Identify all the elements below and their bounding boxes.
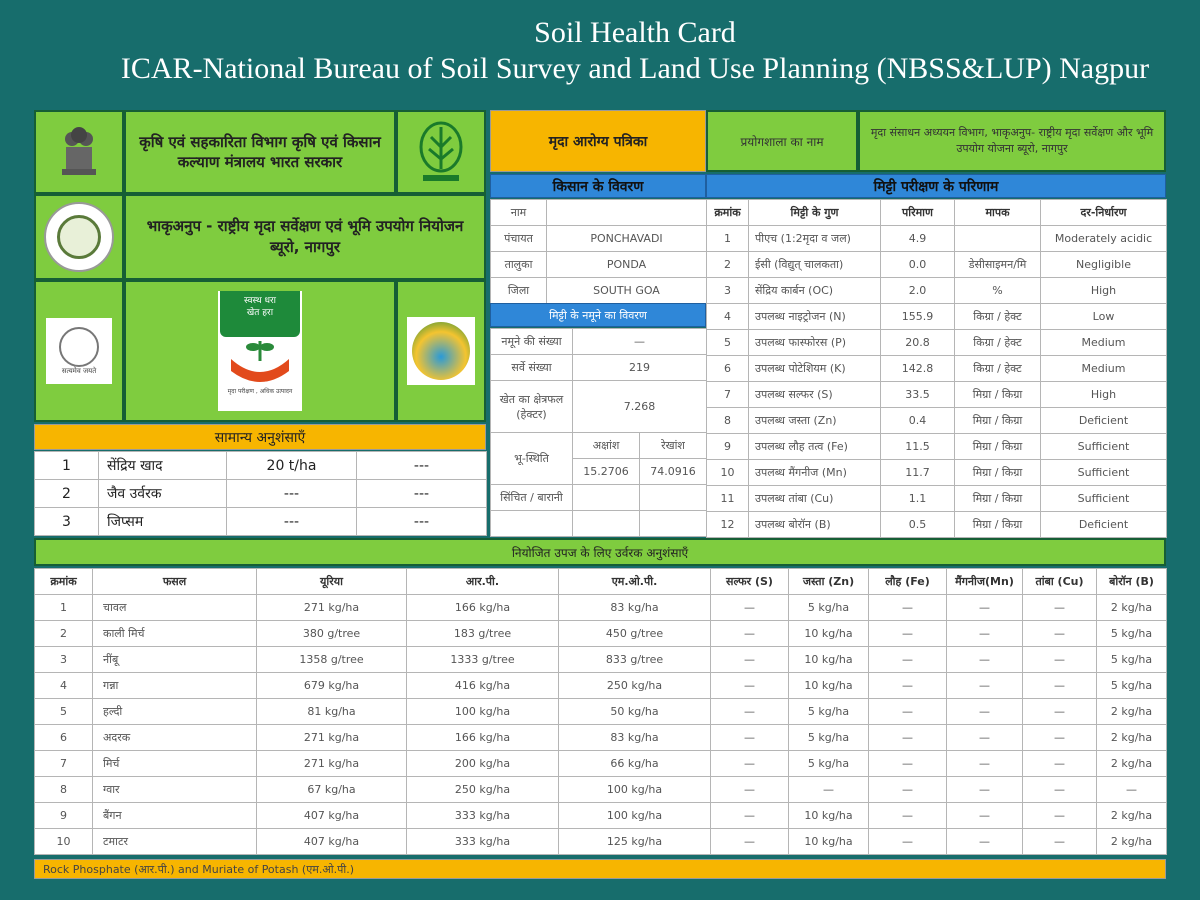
results-cell: सेंद्रिय कार्बन (OC) (749, 278, 881, 304)
results-cell: किग्रा / हेक्ट (955, 330, 1041, 356)
fert-cell: — (789, 777, 869, 803)
shc-logo-cell (124, 280, 396, 422)
fert-cell: 2 kg/ha (1097, 595, 1167, 621)
results-cell: मिग्रा / किग्रा (955, 408, 1041, 434)
results-cell: किग्रा / हेक्ट (955, 356, 1041, 382)
farmer-heading: किसान के विवरण (490, 174, 706, 198)
fert-cell: 50 kg/ha (559, 699, 711, 725)
general-no: 3 (35, 508, 99, 536)
fert-cell: 5 kg/ha (789, 751, 869, 777)
results-cell: 12 (707, 512, 749, 538)
lab-value-cell (858, 110, 1166, 172)
fert-cell: — (1023, 725, 1097, 751)
card-title-cell (490, 110, 706, 172)
general-name: जैव उर्वरक (99, 480, 227, 508)
fert-cell: 5 (35, 699, 93, 725)
lab-value: मृदा संसाधन अध्ययन विभाग, भाकृअनुप- राष्ट्रीय मृदा सर्वेक्षण और भूमि उपयोग योजना ब्यूरो, नागपुर (870, 126, 1154, 155)
farmer-row (491, 200, 707, 226)
results-row (707, 486, 1167, 512)
fert-cell: 9 (35, 803, 93, 829)
fert-cell: — (711, 595, 789, 621)
farmer-table (490, 199, 707, 304)
results-cell: Deficient (1041, 408, 1167, 434)
fert-cell: — (947, 829, 1023, 855)
gov-seal-icon (46, 318, 112, 384)
results-cell: डेसीसाइमन/मि (955, 252, 1041, 278)
lab-label: प्रयोगशाला का नाम (740, 134, 824, 149)
results-row (707, 278, 1167, 304)
results-cell: 0.5 (881, 512, 955, 538)
results-cell: Low (1041, 304, 1167, 330)
fert-cell: — (1023, 673, 1097, 699)
fert-cell: — (869, 595, 947, 621)
state-logo-cell (396, 280, 486, 422)
results-cell: उपलब्ध जस्ता (Zn) (749, 408, 881, 434)
state-logo-icon (407, 317, 475, 385)
fert-header: यूरिया (257, 569, 407, 595)
results-cell: उपलब्ध पोटेशियम (K) (749, 356, 881, 382)
fert-cell: 7 (35, 751, 93, 777)
results-header: परिमाण (881, 200, 955, 226)
fert-header: फसल (93, 569, 257, 595)
emblem-cell (34, 110, 124, 194)
fert-cell: 2 kg/ha (1097, 751, 1167, 777)
fert-cell: — (711, 647, 789, 673)
card-title: मृदा आरोग्य पत्रिका (548, 133, 648, 150)
results-cell: मिग्रा / किग्रा (955, 434, 1041, 460)
fert-cell: — (1023, 751, 1097, 777)
results-cell: 11.7 (881, 460, 955, 486)
fert-header: आर.पी. (407, 569, 559, 595)
fert-header: मैंगनीज(Mn) (947, 569, 1023, 595)
fert-cell: 2 kg/ha (1097, 829, 1167, 855)
results-cell: 11.5 (881, 434, 955, 460)
results-cell: High (1041, 278, 1167, 304)
results-header: मापक (955, 200, 1041, 226)
fert-cell: 679 kg/ha (257, 673, 407, 699)
fert-cell: 100 kg/ha (559, 803, 711, 829)
fert-cell: 10 kg/ha (789, 621, 869, 647)
results-row (707, 252, 1167, 278)
fert-cell: — (947, 595, 1023, 621)
farmer-value: SOUTH GOA (547, 278, 707, 304)
general-extra: --- (357, 508, 487, 536)
national-emblem-icon (54, 117, 104, 187)
results-cell: 10 (707, 460, 749, 486)
farmer-row (491, 278, 707, 304)
shc-logo-top: स्वस्थ धरा (244, 296, 276, 306)
results-cell: 6 (707, 356, 749, 382)
farmer-row (491, 252, 707, 278)
general-extra: --- (357, 480, 487, 508)
results-cell: Deficient (1041, 512, 1167, 538)
farmer-row (491, 226, 707, 252)
fert-cell: 1333 g/tree (407, 647, 559, 673)
fert-cell: 10 kg/ha (789, 673, 869, 699)
fert-cell: — (1023, 647, 1097, 673)
general-qty: 20 t/ha (227, 452, 357, 480)
fert-cell: टमाटर (93, 829, 257, 855)
results-cell: उपलब्ध फास्फोरस (P) (749, 330, 881, 356)
fert-cell: 100 kg/ha (407, 699, 559, 725)
fert-cell: 10 kg/ha (789, 829, 869, 855)
bureau-name: भाकृअनुप - राष्ट्रीय मृदा सर्वेक्षण एवं भूमि उपयोग नियोजन ब्यूरो, नागपुर (146, 217, 464, 256)
fert-cell: — (1023, 777, 1097, 803)
fert-cell: 1358 g/tree (257, 647, 407, 673)
results-cell: उपलब्ध लौह तत्व (Fe) (749, 434, 881, 460)
fert-cell: — (869, 621, 947, 647)
fert-cell: मिर्च (93, 751, 257, 777)
fert-cell: — (947, 647, 1023, 673)
results-header: मिट्टी के गुण (749, 200, 881, 226)
lat-label: अक्षांश (573, 433, 640, 459)
irrigation-label: सिंचित / बारानी (491, 485, 573, 511)
ministry-cell (124, 110, 396, 194)
results-cell: 4.9 (881, 226, 955, 252)
results-cell: उपलब्ध सल्फर (S) (749, 382, 881, 408)
ministry-name: कृषि एवं सहकारिता विभाग कृषि एवं किसान कल्याण मंत्रालय भारत सरकार (139, 133, 381, 171)
farmer-value: PONCHAVADI (547, 226, 707, 252)
fert-cell: 100 kg/ha (559, 777, 711, 803)
farmer-value: PONDA (547, 252, 707, 278)
bureau-cell (124, 194, 486, 280)
fert-cell: 5 kg/ha (1097, 673, 1167, 699)
lab-label-cell (706, 110, 858, 172)
lat-value: 15.2706 (573, 459, 640, 485)
fert-row (35, 699, 1167, 725)
fert-cell: — (869, 647, 947, 673)
results-cell: मिग्रा / किग्रा (955, 512, 1041, 538)
results-header: क्रमांक (707, 200, 749, 226)
fert-row (35, 621, 1167, 647)
fert-cell: — (869, 673, 947, 699)
fert-cell: 250 kg/ha (559, 673, 711, 699)
results-row (707, 460, 1167, 486)
sample-label: सर्वे संख्या (491, 355, 573, 381)
results-table (706, 199, 1167, 538)
results-cell (955, 226, 1041, 252)
results-cell: Negligible (1041, 252, 1167, 278)
fert-cell: — (711, 803, 789, 829)
fert-cell: — (869, 751, 947, 777)
general-row (35, 480, 487, 508)
general-heading: सामान्य अनुशंसाएँ (34, 424, 486, 450)
fert-cell: 183 g/tree (407, 621, 559, 647)
fert-cell: 833 g/tree (559, 647, 711, 673)
fert-table (34, 568, 1167, 855)
results-cell: 8 (707, 408, 749, 434)
fert-cell: — (869, 725, 947, 751)
results-cell: 1 (707, 226, 749, 252)
fert-cell: 5 kg/ha (1097, 647, 1167, 673)
fert-cell: — (947, 673, 1023, 699)
shc-logo-bottom: मृदा परीक्षण , अधिक उत्पादन (227, 388, 293, 395)
fert-cell: 125 kg/ha (559, 829, 711, 855)
geo-label: भू-स्थिति (491, 433, 573, 485)
results-row (707, 330, 1167, 356)
fert-header: क्रमांक (35, 569, 93, 595)
fert-cell: 83 kg/ha (559, 725, 711, 751)
results-cell: 7 (707, 382, 749, 408)
fert-cell: 6 (35, 725, 93, 751)
fert-cell: 67 kg/ha (257, 777, 407, 803)
fert-cell: — (1023, 595, 1097, 621)
fert-row (35, 595, 1167, 621)
fert-cell: 271 kg/ha (257, 595, 407, 621)
fert-cell: अदरक (93, 725, 257, 751)
sample-table (490, 328, 707, 537)
fert-cell: — (1023, 829, 1097, 855)
fert-header: जस्ता (Zn) (789, 569, 869, 595)
fert-cell: 5 kg/ha (1097, 621, 1167, 647)
fert-cell: 333 kg/ha (407, 803, 559, 829)
results-cell: 11 (707, 486, 749, 512)
farmer-label: जिला (491, 278, 547, 304)
results-row (707, 382, 1167, 408)
results-cell: Sufficient (1041, 460, 1167, 486)
fert-cell: 5 kg/ha (789, 699, 869, 725)
fert-cell: 166 kg/ha (407, 725, 559, 751)
fert-cell: — (947, 699, 1023, 725)
page-subtitle: ICAR-National Bureau of Soil Survey and Land Use Planning (NBSS&LUP) Nagpur (120, 52, 1150, 85)
fert-cell: — (711, 829, 789, 855)
fert-row (35, 725, 1167, 751)
fert-row (35, 829, 1167, 855)
fert-cell: — (947, 751, 1023, 777)
fert-cell: — (869, 829, 947, 855)
results-row (707, 304, 1167, 330)
fert-cell: — (869, 699, 947, 725)
results-cell: मिग्रा / किग्रा (955, 382, 1041, 408)
fert-cell: — (869, 777, 947, 803)
sample-label: नमूने की संख्या (491, 329, 573, 355)
general-extra: --- (357, 452, 487, 480)
results-cell: 2.0 (881, 278, 955, 304)
results-cell: % (955, 278, 1041, 304)
fert-header: सल्फर (S) (711, 569, 789, 595)
fert-cell: गन्ना (93, 673, 257, 699)
farmer-label: तालुका (491, 252, 547, 278)
fert-cell: 271 kg/ha (257, 725, 407, 751)
results-cell: Medium (1041, 356, 1167, 382)
fert-cell: ग्वार (93, 777, 257, 803)
sample-value: — (573, 329, 707, 355)
results-cell: मिग्रा / किग्रा (955, 460, 1041, 486)
results-cell: उपलब्ध मैंगनीज (Mn) (749, 460, 881, 486)
nbss-seal-icon (44, 202, 114, 272)
general-no: 1 (35, 452, 99, 480)
fert-cell: 10 kg/ha (789, 647, 869, 673)
general-qty: --- (227, 508, 357, 536)
results-cell: Sufficient (1041, 434, 1167, 460)
results-cell: मिग्रा / किग्रा (955, 486, 1041, 512)
results-row (707, 356, 1167, 382)
results-cell: 155.9 (881, 304, 955, 330)
general-qty: --- (227, 480, 357, 508)
fert-cell: — (869, 803, 947, 829)
fert-cell: 2 (35, 621, 93, 647)
results-cell: Medium (1041, 330, 1167, 356)
results-cell: 142.8 (881, 356, 955, 382)
general-name: जिप्सम (99, 508, 227, 536)
fert-cell: हल्दी (93, 699, 257, 725)
results-row (707, 434, 1167, 460)
results-cell: 2 (707, 252, 749, 278)
fert-cell: 416 kg/ha (407, 673, 559, 699)
fert-cell: 271 kg/ha (257, 751, 407, 777)
fert-header: लौह (Fe) (869, 569, 947, 595)
fert-cell: 2 kg/ha (1097, 803, 1167, 829)
fert-heading: नियोजित उपज के लिए उर्वरक अनुशंसाएँ (34, 538, 1166, 566)
results-cell: 3 (707, 278, 749, 304)
results-cell: Sufficient (1041, 486, 1167, 512)
results-heading: मिट्टी परीक्षण के परिणाम (706, 174, 1166, 198)
shc-logo-mid: खेत हरा (246, 308, 274, 318)
fert-cell: 407 kg/ha (257, 803, 407, 829)
fert-cell: — (947, 803, 1023, 829)
fert-header: तांबा (Cu) (1023, 569, 1097, 595)
sample-heading: मिट्टी के नमूने का विवरण (490, 303, 706, 327)
fert-cell: — (711, 699, 789, 725)
fert-cell: 250 kg/ha (407, 777, 559, 803)
hands-plant-icon (225, 337, 295, 387)
results-row (707, 408, 1167, 434)
gov-seal-cell (34, 280, 124, 422)
fert-cell: — (711, 777, 789, 803)
fert-cell: 2 kg/ha (1097, 699, 1167, 725)
fert-cell: नींबू (93, 647, 257, 673)
results-cell: 5 (707, 330, 749, 356)
gov-seal-label: सत्यमेव जयते (61, 366, 97, 375)
farmer-label: पंचायत (491, 226, 547, 252)
results-row (707, 512, 1167, 538)
fert-row (35, 803, 1167, 829)
fert-row (35, 647, 1167, 673)
fert-cell: काली मिर्च (93, 621, 257, 647)
general-table (34, 451, 487, 536)
results-cell: किग्रा / हेक्ट (955, 304, 1041, 330)
fert-cell: 5 kg/ha (789, 725, 869, 751)
fert-cell: चावल (93, 595, 257, 621)
fert-cell: — (1023, 803, 1097, 829)
fert-cell: 1 (35, 595, 93, 621)
fert-cell: 333 kg/ha (407, 829, 559, 855)
sample-label: खेत का क्षेत्रफल (हेक्टर) (491, 381, 573, 433)
farmer-value (547, 200, 707, 226)
fert-cell: 5 kg/ha (789, 595, 869, 621)
results-cell: Moderately acidic (1041, 226, 1167, 252)
lon-value: 74.0916 (640, 459, 707, 485)
fert-cell: — (711, 725, 789, 751)
fert-cell: — (711, 621, 789, 647)
fert-header: बोरॉन (B) (1097, 569, 1167, 595)
results-cell: High (1041, 382, 1167, 408)
results-cell: 4 (707, 304, 749, 330)
results-cell: उपलब्ध बोरॉन (B) (749, 512, 881, 538)
results-cell: 20.8 (881, 330, 955, 356)
results-cell: 0.0 (881, 252, 955, 278)
fert-cell: — (1023, 699, 1097, 725)
soil-health-logo-icon (218, 291, 302, 411)
lon-label: रेखांश (640, 433, 707, 459)
fert-header: एम.ओ.पी. (559, 569, 711, 595)
fert-cell: 407 kg/ha (257, 829, 407, 855)
fert-cell: 166 kg/ha (407, 595, 559, 621)
fert-cell: बैंगन (93, 803, 257, 829)
results-cell: 1.1 (881, 486, 955, 512)
fert-row (35, 751, 1167, 777)
results-cell: 0.4 (881, 408, 955, 434)
general-name: सेंद्रिय खाद (99, 452, 227, 480)
fert-cell: 10 kg/ha (789, 803, 869, 829)
fert-row (35, 777, 1167, 803)
results-cell: उपलब्ध तांबा (Cu) (749, 486, 881, 512)
icar-logo-icon (413, 117, 469, 187)
results-cell: पीएच (1:2मृदा व जल) (749, 226, 881, 252)
fert-cell: — (711, 673, 789, 699)
page-title: Soil Health Card (534, 16, 736, 49)
sample-value: 219 (573, 355, 707, 381)
results-cell: ईसी (विद्युत् चालकता) (749, 252, 881, 278)
farmer-label: नाम (491, 200, 547, 226)
nbss-seal-cell (34, 194, 124, 280)
icar-logo-cell (396, 110, 486, 194)
general-row (35, 452, 487, 480)
fert-cell: 2 kg/ha (1097, 725, 1167, 751)
fert-cell: 3 (35, 647, 93, 673)
fert-cell: 8 (35, 777, 93, 803)
fert-cell: 10 (35, 829, 93, 855)
fert-cell: 380 g/tree (257, 621, 407, 647)
fert-cell: — (947, 777, 1023, 803)
results-cell: 33.5 (881, 382, 955, 408)
results-row (707, 226, 1167, 252)
fert-cell: — (947, 725, 1023, 751)
fert-cell: — (947, 621, 1023, 647)
fert-row (35, 673, 1167, 699)
results-cell: 9 (707, 434, 749, 460)
fert-cell: 450 g/tree (559, 621, 711, 647)
general-row (35, 508, 487, 536)
results-cell: उपलब्ध नाइट्रोजन (N) (749, 304, 881, 330)
footer-note: Rock Phosphate (आर.पी.) and Muriate of Potash (एम.ओ.पी.) (34, 859, 1166, 879)
general-no: 2 (35, 480, 99, 508)
fert-cell: — (711, 751, 789, 777)
fert-cell: 81 kg/ha (257, 699, 407, 725)
results-header: दर-निर्धारण (1041, 200, 1167, 226)
fert-cell: 83 kg/ha (559, 595, 711, 621)
fert-cell: 66 kg/ha (559, 751, 711, 777)
irrigation-value (573, 485, 640, 511)
fert-cell: 200 kg/ha (407, 751, 559, 777)
fert-cell: — (1023, 621, 1097, 647)
fert-cell: — (1097, 777, 1167, 803)
sample-value: 7.268 (573, 381, 707, 433)
fert-cell: 4 (35, 673, 93, 699)
